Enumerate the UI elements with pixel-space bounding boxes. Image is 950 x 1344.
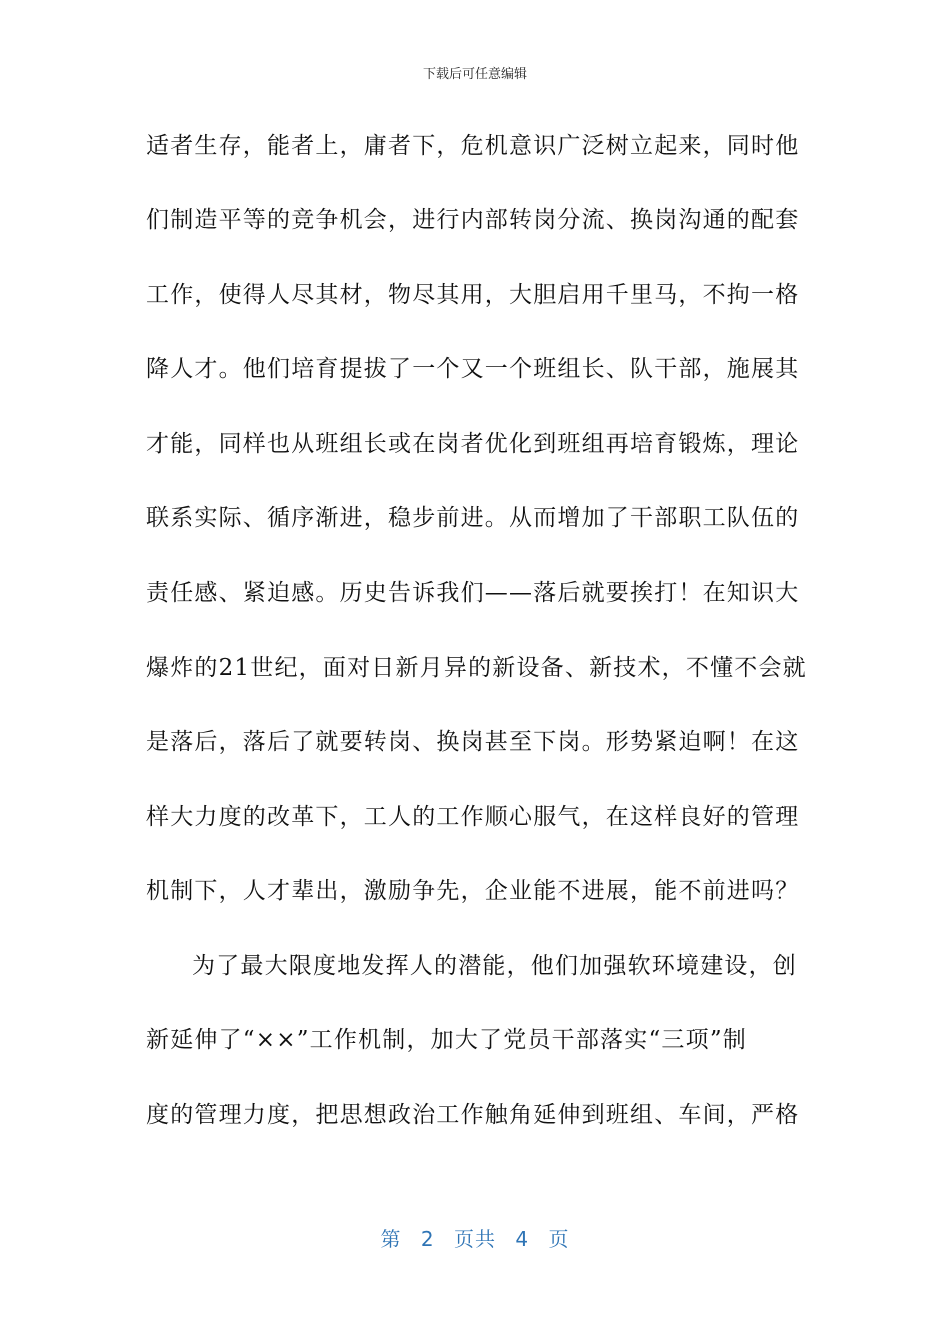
paragraph-first-line: 为了最大限度地发挥人的潜能，他们加强软环境建设，创 xyxy=(192,953,797,979)
body-line: 责任感、紧迫感。历史告诉我们——落后就要挨打！在知识大 xyxy=(146,580,800,606)
body-line: 机制下，人才辈出，激励争先，企业能不进展，能不前进吗？ xyxy=(146,878,800,904)
body-line: 才能，同样也从班组长或在岗者优化到班组再培育锻炼，理论 xyxy=(146,431,800,457)
body-line: 们制造平等的竞争机会，进行内部转岗分流、换岗沟通的配套 xyxy=(146,207,800,233)
body-line: 工作，使得人尽其材，物尽其用，大胆启用千里马，不拘一格 xyxy=(146,282,800,308)
body-line: 样大力度的改革下，工人的工作顺心服气，在这样良好的管理 xyxy=(146,804,800,830)
footer-suffix: 页 xyxy=(548,1227,570,1251)
body-line: 爆炸的21世纪，面对日新月异的新设备、新技术，不懂不会就 xyxy=(146,655,807,681)
body-line: 降人才。他们培育提拔了一个又一个班组长、队干部，施展其 xyxy=(146,356,800,382)
body-line: 适者生存，能者上，庸者下，危机意识广泛树立起来，同时他 xyxy=(146,133,800,159)
current-page-number: 2 xyxy=(420,1227,435,1251)
page-header: 下载后可任意编辑 xyxy=(422,67,527,82)
body-line: 度的管理力度，把思想政治工作触角延伸到班组、车间，严格 xyxy=(146,1102,800,1128)
body-line: 是落后，落后了就要转岗、换岗甚至下岗。形势紧迫啊！在这 xyxy=(146,729,800,755)
footer-middle: 页共 xyxy=(454,1227,496,1251)
total-pages-number: 4 xyxy=(515,1227,530,1251)
footer-prefix: 第 xyxy=(380,1227,402,1251)
body-line: 联系实际、循序渐进，稳步前进。从而增加了干部职工队伍的 xyxy=(146,505,800,531)
page-footer xyxy=(0,1226,950,1252)
body-line: 新延伸了“××”工作机制，加大了党员干部落实“三项”制 xyxy=(146,1027,747,1053)
